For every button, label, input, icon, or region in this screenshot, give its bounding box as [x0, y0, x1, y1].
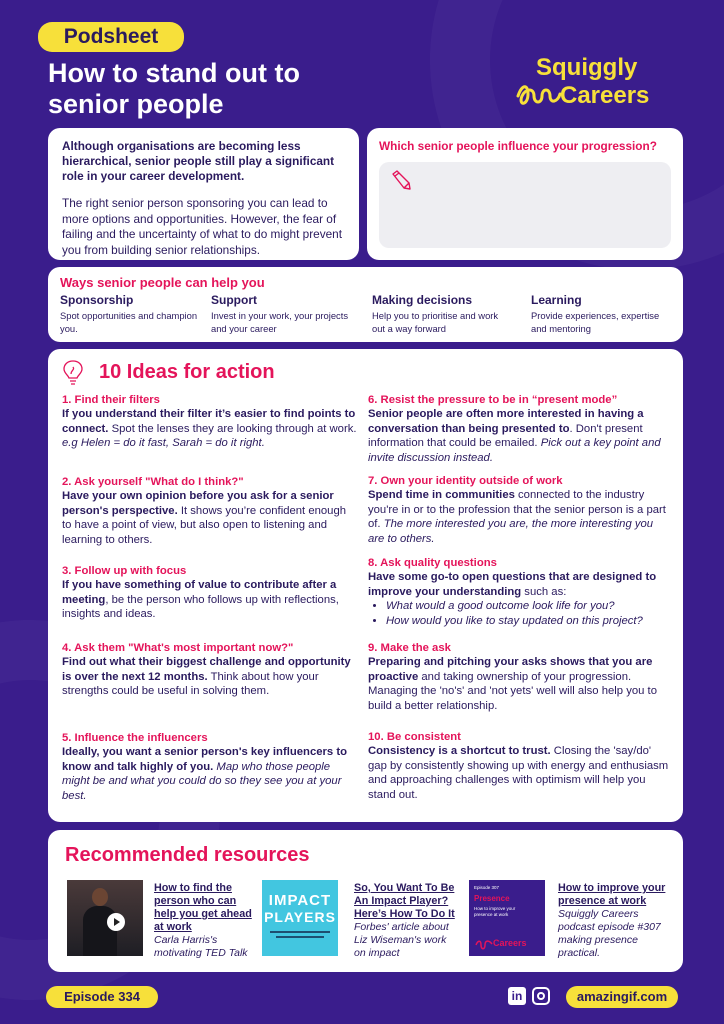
linkedin-icon[interactable]: in — [508, 987, 526, 1005]
ways-item-making-decisions: Making decisions Help you to prioritise and work out a way forward — [372, 293, 499, 334]
resource-item-forbes: So, You Want To Be An Impact Player? Here’s How To Do It Forbes' article about Liz Wiseman's work on impact — [354, 882, 457, 960]
idea-5: 5. Influence the influencers Ideally, you want a senior person's key influencers to know and talk highly of you. Map who those people might be and what you could do so they see you at your best. — [62, 732, 347, 802]
ted-talk-thumbnail[interactable] — [67, 880, 143, 956]
list-item: • How would you like to stay updated on this project? — [386, 614, 670, 628]
idea-9: 9. Make the ask Preparing and pitching your asks shows that you are proactive and taking ownership of your progression. Managing the 'no's' and 'not yets' well will also help you to build a better relationship. — [368, 642, 657, 712]
impact-players-book-cover[interactable]: IMPACT PLAYERS — [262, 880, 338, 956]
page-title: How to stand out to senior people — [48, 58, 300, 119]
ways-title: Ways senior people can help you — [60, 275, 265, 290]
intro-text: The right senior person sponsoring you can lead to more options and opportunities. However, the fear of failing and the uncertainty of what to do might prevent you from building senior relationships. — [62, 196, 343, 257]
question-card — [367, 128, 683, 260]
idea-3: 3. Follow up with focus If you have something of value to contribute after a meeting, be the person who follows up with reflections, insights and ideas. — [62, 565, 339, 621]
book-subtitle-line — [270, 931, 330, 933]
list-item: • What would a good outcome look life for you? — [386, 599, 670, 613]
idea-1: 1. Find their filters If you understand their filter it’s easier to find points to connect. Spot the lenses they are looking through at work. e.g Helen = do it fast, Sarah = do it right. — [62, 394, 357, 450]
lightbulb-icon — [61, 359, 85, 385]
play-button[interactable] — [107, 913, 125, 931]
pencil-icon — [389, 168, 413, 192]
play-icon — [114, 918, 120, 926]
ideas-title: 10 Ideas for action — [99, 361, 275, 383]
squiggly-careers-logo: Squiggly Careers — [514, 54, 689, 116]
resource-item-podcast: How to improve your presence at work Squiggly Careers podcast episode #307 making presence practical. — [558, 882, 673, 960]
intro-card — [48, 128, 359, 260]
book-subtitle-line — [276, 936, 324, 938]
quality-questions-list — [386, 599, 670, 628]
intro-bold-text: Although organisations are becoming less hierarchical, senior people still play a significant role in your career development. — [62, 139, 335, 183]
resource-item-ted: How to find the person who can help you get ahead at work Carla Harris's motivating TED Talk — [154, 882, 254, 960]
ways-item-support: Support Invest in your work, your projects and your career — [211, 293, 349, 334]
ways-item-sponsorship: Sponsorship Spot opportunities and champion you. — [60, 293, 198, 334]
ways-item-learning: Learning Provide experiences, expertise and mentoring — [531, 293, 660, 334]
resource-link[interactable]: So, You Want To Be An Impact Player? Here’s How To Do It — [354, 882, 455, 920]
website-badge[interactable]: amazingif.com — [566, 986, 678, 1008]
idea-6: 6. Resist the pressure to be in “present mode” Senior people are often more interested in having a conversation than being presented to. Don't present information that could be emailed. Pick out a key point and invite discussion instead. — [368, 394, 661, 464]
resource-link[interactable]: How to find the person who can help you get ahead at work — [154, 882, 252, 933]
instagram-icon[interactable] — [532, 987, 550, 1005]
idea-7: 7. Own your identity outside of work Spend time in communities connected to the industry you're in or to the profession that the senior person is a part of. The more interested you are, the more interesting you are to others. — [368, 475, 666, 545]
speaker-figure — [92, 888, 108, 906]
ways-card — [48, 267, 683, 342]
answer-box[interactable] — [379, 162, 671, 248]
squiggle-icon — [514, 82, 564, 112]
resource-link[interactable]: How to improve your presence at work — [558, 882, 666, 907]
podcast-episode-cover[interactable]: Episode 307 Presence How to improve your presence at work Careers — [469, 880, 545, 956]
question-title: Which senior people influence your progression? — [379, 139, 657, 153]
idea-10: 10. Be consistent Consistency is a shortcut to trust. Closing the 'say/do' gap by consistently showing up with energy and enthusiasm and approaching challenges with optimism will help you stand out. — [368, 731, 669, 801]
episode-badge: Episode 334 — [46, 986, 158, 1008]
podsheet-badge: Podsheet — [38, 22, 184, 52]
resources-title: Recommended resources — [65, 844, 310, 866]
idea-8: 8. Ask quality questions Have some go-to open questions that are designed to improve your understanding such as: • What would a good outcome look life for you? • How would you like to stay updated on this project? — [368, 556, 670, 628]
idea-2: 2. Ask yourself "What do I think?" Have your own opinion before you ask for a senior person's perspective. It shows you’re confident enough to have a point of view, but also open to listening and learning to others. — [62, 476, 347, 546]
squiggle-icon — [475, 940, 493, 950]
idea-4: 4. Ask them "What's most important now?" Find out what their biggest challenge and opportunity is over the next 12 months. Think about how your strengths could be useful in solving them. — [62, 642, 351, 698]
